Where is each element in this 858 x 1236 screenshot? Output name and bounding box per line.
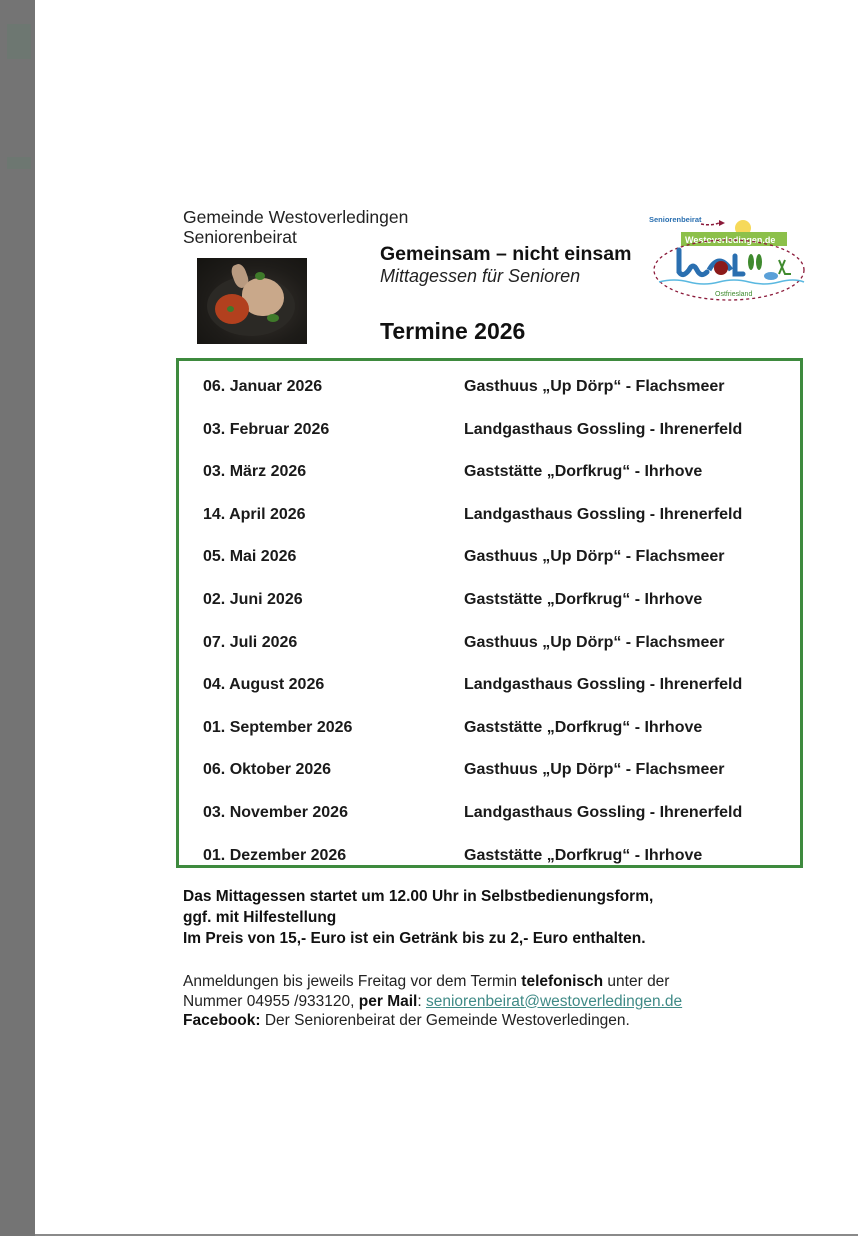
schedule-row xyxy=(179,804,800,828)
schedule-row xyxy=(179,676,800,700)
phone-number: Nummer 04955 /933120, xyxy=(183,992,359,1010)
logo-banner-text: Westoverledingen.de xyxy=(685,235,776,245)
contact-text: Anmeldungen bis jeweils Freitag vor dem Termin xyxy=(183,973,522,990)
food-photo xyxy=(197,258,307,344)
schedule-row xyxy=(179,463,800,487)
note-assistance: ggf. mit Hilfestellung xyxy=(183,909,337,926)
event-date: 06. Oktober 2026 xyxy=(203,761,332,779)
contact-bold: telefonisch xyxy=(521,973,604,990)
event-venue: Landgasthaus Gossling - Ihrenerfeld xyxy=(464,804,743,821)
event-venue: Gaststätte „Dorfkrug“ - Ihrhove xyxy=(464,846,703,864)
logo-top-text: Seniorenbeirat xyxy=(649,215,702,224)
termine-heading: Termine 2026 xyxy=(380,318,526,344)
seniorenbeirat-logo xyxy=(639,200,811,312)
schedule-row xyxy=(179,719,800,743)
logo-bottom-text: Ostfriesland xyxy=(715,291,753,298)
event-date: 14. April 2026 xyxy=(203,505,306,523)
email-link[interactable]: seniorenbeirat@westoverledingen.de xyxy=(425,992,683,1010)
contact-bold: per Mail xyxy=(358,992,418,1010)
event-date: 03. Februar 2026 xyxy=(203,420,330,438)
org-department: Seniorenbeirat xyxy=(183,227,297,247)
windmill-icon xyxy=(779,260,791,274)
organization xyxy=(183,207,408,247)
scan-edge xyxy=(0,0,35,1236)
schedule-row xyxy=(179,634,800,658)
event-date: 02. Juni 2026 xyxy=(203,591,303,608)
schedule-row xyxy=(179,591,800,615)
page-subtitle: Mittagessen für Senioren xyxy=(380,266,581,286)
logo-red-dot xyxy=(714,261,728,275)
event-venue: Gasthuus „Up Dörp“ - Flachsmeer xyxy=(464,378,725,395)
flyer-page xyxy=(35,0,858,1234)
event-date: 07. Juli 2026 xyxy=(203,633,298,651)
event-venue: Gasthuus „Up Dörp“ - Flachsmeer xyxy=(464,633,725,651)
contact-info xyxy=(183,972,682,1031)
event-venue: Gasthuus „Up Dörp“ - Flachsmeer xyxy=(464,761,725,779)
scan-artifact xyxy=(7,24,31,59)
facebook-text: Der Seniorenbeirat der Gemeinde Westoverledingen. xyxy=(260,1012,630,1029)
schedule-row xyxy=(179,847,800,871)
fish-icon xyxy=(764,272,778,280)
contact-text: unter der xyxy=(603,973,670,990)
contact-text: : xyxy=(417,992,426,1010)
event-venue: Landgasthaus Gossling - Ihrenerfeld xyxy=(464,676,743,694)
event-date: 03. November 2026 xyxy=(203,804,348,821)
note-price: Im Preis von 15,- Euro ist ein Getränk bis zu 2,- Euro enthalten. xyxy=(183,930,646,947)
schedule-row xyxy=(179,506,800,530)
schedule-table xyxy=(176,358,803,868)
event-venue: Gaststätte „Dorfkrug“ - Ihrhove xyxy=(464,718,703,736)
contact-line-3 xyxy=(183,1011,682,1031)
event-venue: Gasthuus „Up Dörp“ - Flachsmeer xyxy=(464,548,725,566)
event-date: 01. September 2026 xyxy=(203,718,353,736)
org-name: Gemeinde Westoverledingen xyxy=(183,207,409,227)
facebook-label: Facebook: xyxy=(183,1012,261,1029)
event-venue: Gaststätte „Dorfkrug“ - Ihrhove xyxy=(464,591,703,608)
schedule-row xyxy=(179,761,800,785)
title-block xyxy=(380,243,631,287)
tree-icon xyxy=(748,254,754,270)
schedule-row xyxy=(179,548,800,572)
schedule-row xyxy=(179,378,800,402)
page-title: Gemeinsam – nicht einsam xyxy=(380,243,632,265)
event-venue: Landgasthaus Gossling - Ihrenerfeld xyxy=(464,505,743,523)
tree-icon xyxy=(756,254,762,270)
event-date: 06. Januar 2026 xyxy=(203,378,323,395)
note-start-time: Das Mittagessen startet um 12.00 Uhr in Selbstbedienungsform, xyxy=(183,888,654,905)
event-venue: Gaststätte „Dorfkrug“ - Ihrhove xyxy=(464,463,703,481)
event-date: 04. August 2026 xyxy=(203,676,325,694)
event-venue: Landgasthaus Gossling - Ihrenerfeld xyxy=(464,420,743,438)
lunch-notes xyxy=(183,886,653,949)
schedule-row xyxy=(179,421,800,445)
contact-line-2 xyxy=(183,992,682,1012)
event-date: 01. Dezember 2026 xyxy=(203,846,347,864)
event-date: 03. März 2026 xyxy=(203,463,307,481)
contact-line-1 xyxy=(183,972,682,992)
event-date: 05. Mai 2026 xyxy=(203,548,297,566)
scan-artifact xyxy=(7,157,31,169)
